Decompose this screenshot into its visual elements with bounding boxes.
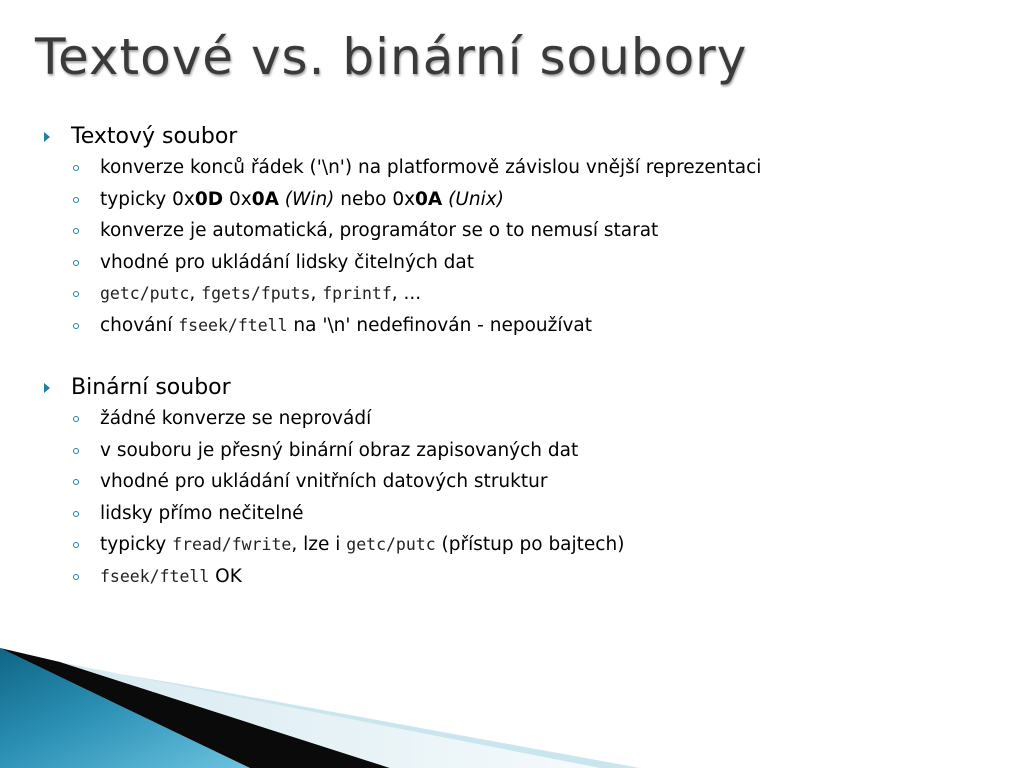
item-text: konverze konců řádek ('\n') na platformově závislou vnější reprezentaci (100, 157, 762, 178)
item-text: 0x (223, 188, 252, 210)
hollow-circle-icon (73, 291, 79, 297)
hollow-circle-icon (73, 260, 79, 266)
hollow-circle-icon (73, 448, 79, 454)
item-text: (přístup po bajtech) (435, 534, 625, 555)
item-text: , (310, 283, 323, 304)
list-item (42, 278, 1002, 310)
hollow-circle-icon (73, 323, 79, 329)
hollow-circle-icon (73, 479, 79, 485)
item-text: v souboru je přesný binární obraz zapisovaných dat (100, 439, 579, 461)
platform-label: (Unix) (448, 188, 504, 210)
code-function: fseek/ftell (178, 315, 288, 335)
item-text: vhodné pro ukládání vnitřních datových struktur (100, 471, 548, 492)
triangle-arrow-icon (44, 383, 50, 393)
list-item (42, 529, 1002, 561)
bullet-list (42, 152, 1002, 341)
item-text: , (189, 283, 202, 304)
list-item (42, 247, 1002, 279)
list-item (42, 152, 1002, 184)
hollow-circle-icon (73, 228, 79, 234)
list-item (42, 498, 1002, 530)
hex-value: 0A (415, 188, 443, 210)
decorative-swoosh (0, 640, 1024, 768)
triangle-arrow-icon (44, 132, 50, 142)
hollow-circle-icon (73, 416, 79, 422)
code-function: fgets/fputs (201, 284, 311, 303)
section-heading-text: Binární soubor (71, 375, 231, 400)
code-function: getc/putc (346, 535, 436, 554)
list-item (42, 561, 1002, 593)
list-item (42, 466, 1002, 498)
hollow-circle-icon (73, 511, 79, 517)
slide-title: Textové vs. binární soubory (35, 28, 748, 86)
item-text: vhodné pro ukládání lidsky čitelných dat (100, 251, 475, 273)
hollow-circle-icon (73, 165, 79, 171)
list-item (42, 435, 1002, 467)
section-text-file (42, 122, 1002, 341)
slide-content (42, 122, 1002, 592)
item-text: lidsky přímo nečitelné (100, 502, 304, 524)
item-text: , ... (391, 283, 422, 304)
item-text: nebo 0x (334, 188, 416, 210)
item-text: , lze i (291, 534, 347, 555)
item-text: typicky (100, 534, 173, 555)
bullet-list (42, 403, 1002, 592)
list-item (42, 310, 1002, 342)
platform-label: (Win) (284, 188, 335, 210)
hollow-circle-icon (73, 542, 79, 548)
code-function: fprintf (322, 284, 392, 303)
code-function: getc/putc (100, 284, 190, 303)
list-item (42, 403, 1002, 435)
list-item (42, 184, 1002, 216)
hex-value: 0A (251, 188, 279, 210)
item-text: typicky 0x (100, 188, 195, 210)
hollow-circle-icon (73, 197, 79, 203)
list-item (42, 215, 1002, 247)
section-heading (42, 122, 1002, 152)
item-text: chování (100, 314, 179, 336)
hex-value: 0D (194, 188, 224, 210)
item-text: OK (209, 565, 242, 587)
item-text: na '\n' nedefinován - nepoužívat (287, 314, 593, 336)
section-heading-text: Textový soubor (71, 124, 238, 149)
item-text: konverze je automatická, programátor se o to nemusí starat (100, 220, 659, 241)
section-heading (42, 373, 1002, 403)
section-binary-file (42, 373, 1002, 592)
code-function: fseek/ftell (100, 566, 210, 586)
item-text: žádné konverze se neprovádí (100, 408, 372, 429)
hollow-circle-icon (73, 574, 79, 580)
code-function: fread/fwrite (172, 535, 292, 554)
